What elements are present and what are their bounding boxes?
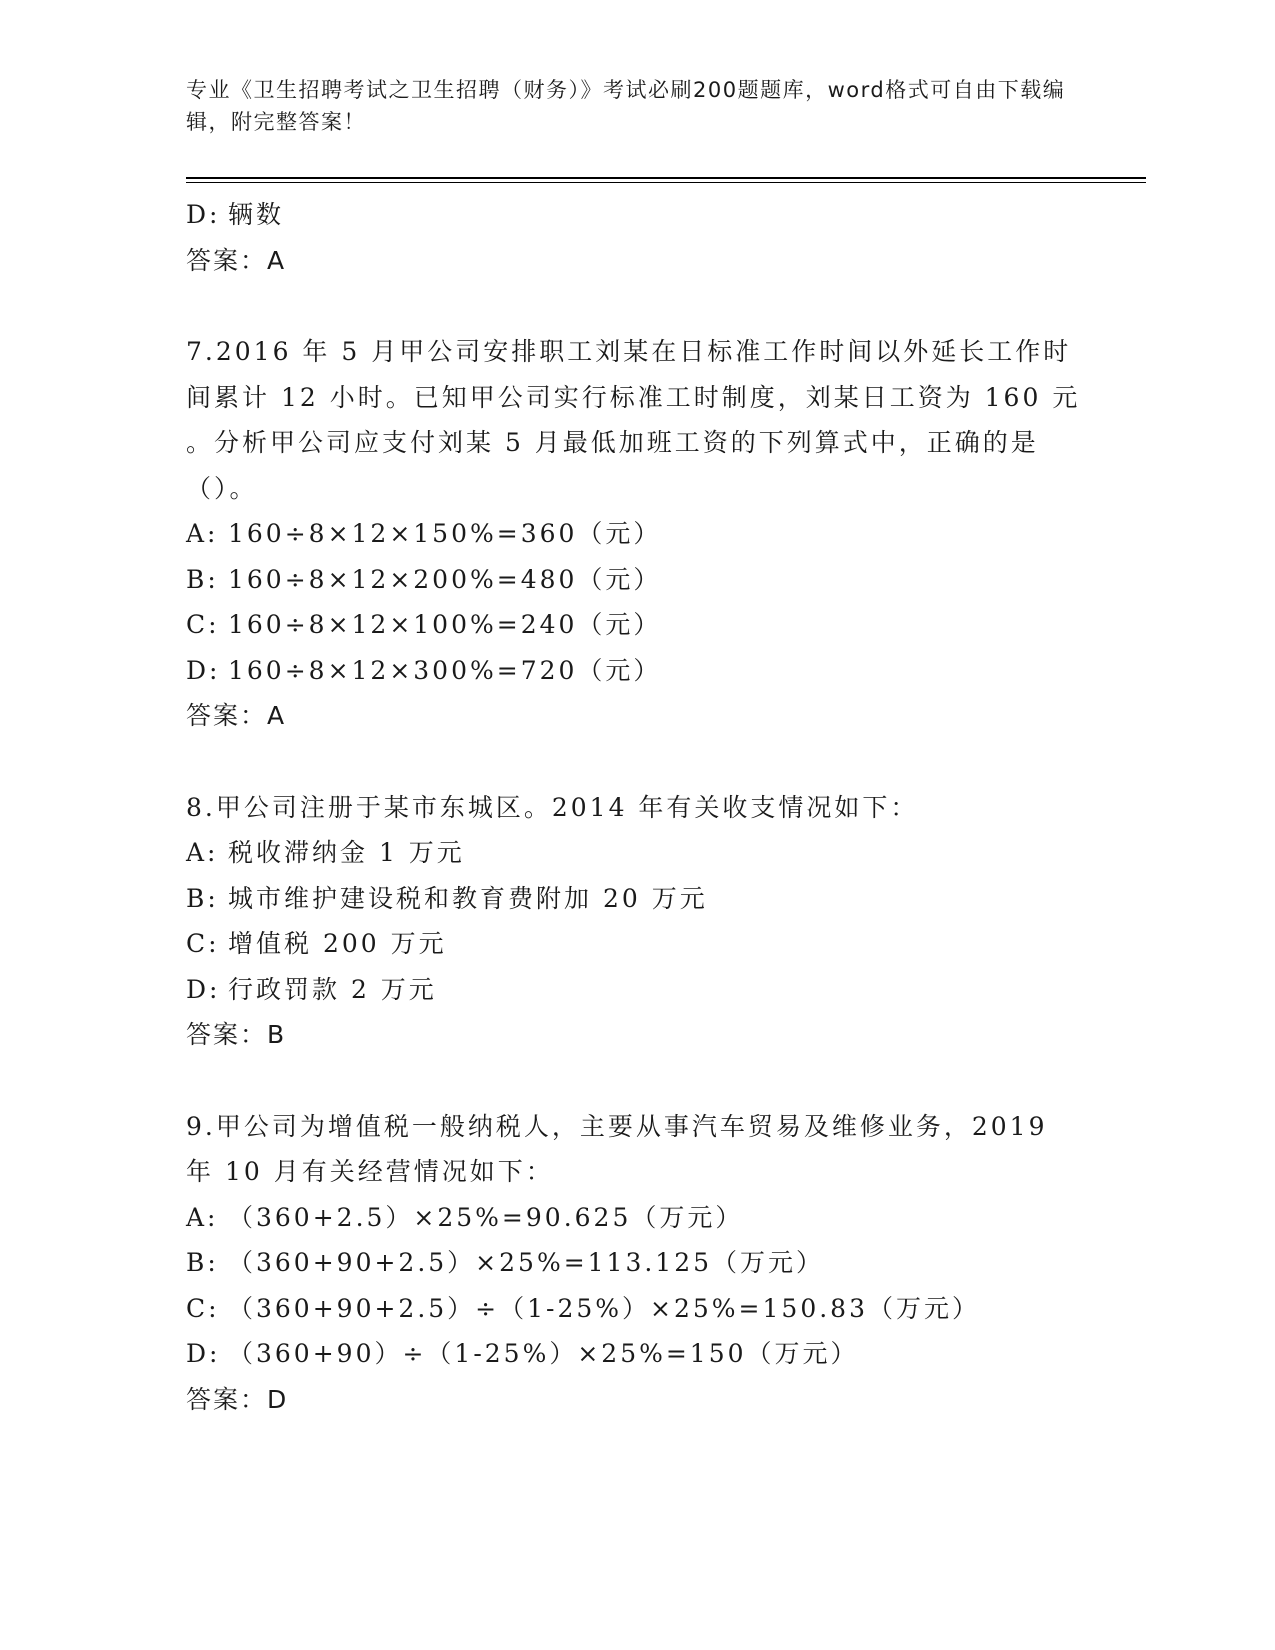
option-row xyxy=(186,921,1086,967)
option-row xyxy=(186,830,1086,876)
option-text: 160÷8×12×300%=720（元） xyxy=(228,655,662,685)
option-label: B: xyxy=(186,564,219,594)
option-text: 行政罚款 2 万元 xyxy=(228,974,437,1004)
option-label: D: xyxy=(186,655,221,685)
option-text: 160÷8×12×100%=240（元） xyxy=(228,610,662,639)
option-text: 税收滞纳金 1 万元 xyxy=(228,838,465,867)
question-stem-line: 。分析甲公司应支付刘某 5 月最低加班工资的下列算式中，正确的是 xyxy=(186,428,1039,457)
question-stem-line: 7.2016 年 5 月甲公司安排职工刘某在日标准工作时间以外延长工作时 xyxy=(186,337,1072,366)
option-row xyxy=(186,192,1086,238)
option-label: B: xyxy=(186,883,219,913)
answer-line: 答案：A xyxy=(186,701,287,730)
option-row xyxy=(186,602,1086,648)
answer-line: 答案：A xyxy=(186,245,287,275)
option-text: 城市维护建设税和教育费附加 20 万元 xyxy=(228,883,708,913)
question-stem-line: 9.甲公司为增值税一般纳税人，主要从事汽车贸易及维修业务，2019 xyxy=(186,1111,1048,1141)
question-stem-line: 年 10 月有关经营情况如下： xyxy=(186,1157,554,1186)
document-body xyxy=(186,192,1086,1422)
option-text: 辆数 xyxy=(228,200,285,229)
option-label: A: xyxy=(186,838,219,867)
question-block xyxy=(186,1104,1086,1423)
answer-line: 答案：D xyxy=(186,1384,289,1414)
option-label: D: xyxy=(186,974,221,1004)
option-text: （360+90）÷（1-25%）×25%=150（万元） xyxy=(228,1339,859,1368)
option-label: C: xyxy=(186,610,220,639)
option-text: 160÷8×12×200%=480（元） xyxy=(228,564,662,594)
answer-line: 答案：B xyxy=(186,1020,287,1049)
option-row xyxy=(186,876,1086,922)
question-stem-line: （）。 xyxy=(186,473,258,503)
header-rule-thin xyxy=(186,182,1146,183)
option-text: （360+90+2.5）÷（1-25%）×25%=150.83（万元） xyxy=(228,1293,980,1323)
option-text: 160÷8×12×150%=360（元） xyxy=(228,519,662,548)
question-stem-line: 间累计 12 小时。已知甲公司实行标准工时制度，刘某日工资为 160 元 xyxy=(186,382,1081,412)
document-header: 专业《卫生招聘考试之卫生招聘（财务）》考试必刷200题题库，word格式可自由下载编辑，附完整答案！ xyxy=(186,78,1066,134)
option-label: A: xyxy=(186,519,219,548)
option-text: 增值税 200 万元 xyxy=(228,929,447,958)
option-row xyxy=(186,1195,1086,1241)
option-row xyxy=(186,1286,1086,1332)
option-label: C: xyxy=(186,929,220,958)
option-text: （360+90+2.5）×25%=113.125（万元） xyxy=(228,1248,825,1277)
option-row xyxy=(186,511,1086,557)
question-block xyxy=(186,785,1086,1058)
option-label: D: xyxy=(186,1339,221,1368)
option-row xyxy=(186,1331,1086,1377)
question-stem-line: 8.甲公司注册于某市东城区。2014 年有关收支情况如下： xyxy=(186,792,919,822)
option-row xyxy=(186,648,1086,694)
option-text: （360+2.5）×25%=90.625（万元） xyxy=(228,1202,744,1232)
option-label: B: xyxy=(186,1248,219,1277)
option-row xyxy=(186,967,1086,1013)
option-label: C: xyxy=(186,1293,220,1323)
option-label: A: xyxy=(186,1202,219,1232)
question-block xyxy=(186,329,1086,739)
option-row xyxy=(186,557,1086,603)
option-row xyxy=(186,1240,1086,1286)
option-label: D: xyxy=(186,200,221,229)
header-rule-thick xyxy=(186,177,1146,179)
